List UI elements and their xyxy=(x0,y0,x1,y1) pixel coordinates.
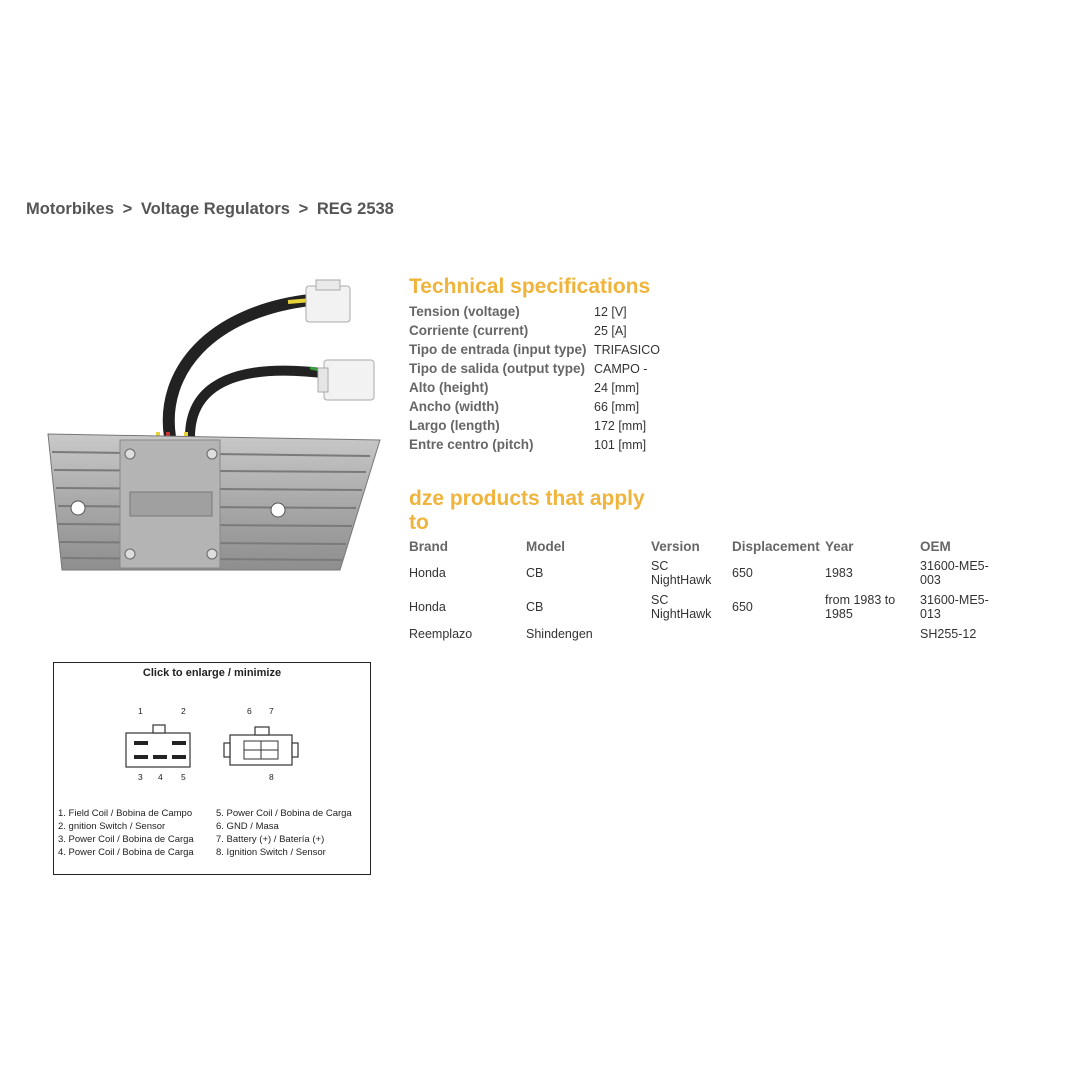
cell-oem: 31600-ME5-003 xyxy=(920,559,989,587)
spec-row xyxy=(409,359,660,378)
spec-label: Largo (length) xyxy=(409,418,500,433)
spec-row xyxy=(409,435,660,454)
col-version: Version xyxy=(651,539,700,554)
table-row xyxy=(409,556,1000,590)
cell-brand: Reemplazo xyxy=(409,626,473,641)
col-displacement: Displacement xyxy=(732,539,820,554)
spec-value: 66 [mm] xyxy=(594,399,640,414)
breadcrumb-motorbikes[interactable]: Motorbikes xyxy=(26,200,115,218)
apply-header-row xyxy=(409,537,1000,556)
spec-value: 172 [mm] xyxy=(594,418,647,433)
pin-label: 6 xyxy=(247,706,252,716)
table-row xyxy=(409,590,1000,624)
pin-label: 3 xyxy=(138,772,143,782)
cell-displacement: 650 xyxy=(732,600,753,614)
spec-label: Tipo de entrada (input type) xyxy=(409,342,587,357)
pin-label: 4 xyxy=(158,772,163,782)
col-oem: OEM xyxy=(920,539,951,554)
cell-model: CB xyxy=(526,566,544,580)
spec-label: Entre centro (pitch) xyxy=(409,437,534,452)
cell-displacement xyxy=(732,624,825,643)
spec-label: Ancho (width) xyxy=(409,399,499,414)
pin-label: 2 xyxy=(181,706,186,716)
spec-label: Tipo de salida (output type) xyxy=(409,361,586,376)
cell-year xyxy=(825,624,920,643)
specs-title: Technical specifications xyxy=(409,275,651,298)
spec-row xyxy=(409,397,660,416)
breadcrumb-current: REG 2538 xyxy=(316,200,394,218)
cell-oem: SH255-12 xyxy=(920,626,977,641)
pin-legend-left xyxy=(58,807,194,859)
legend-item: 1. Field Coil / Bobina de Campo xyxy=(58,808,193,819)
apply-title: dze products that apply to xyxy=(409,487,645,534)
legend-item: 2. gnition Switch / Sensor xyxy=(58,821,166,832)
cell-brand: Honda xyxy=(409,566,446,580)
voltage-regulator-photo[interactable] xyxy=(40,272,390,582)
pin-label: 7 xyxy=(269,706,274,716)
pin-label: 8 xyxy=(269,772,274,782)
col-year: Year xyxy=(825,539,854,554)
cell-version: SC NightHawk xyxy=(651,593,712,621)
spec-label: Tension (voltage) xyxy=(409,304,520,319)
cell-model: CB xyxy=(526,600,544,614)
spec-value: CAMPO - xyxy=(594,361,648,376)
legend-item: 7. Battery (+) / Batería (+) xyxy=(216,834,325,845)
spec-row xyxy=(409,416,660,435)
pin-label: 5 xyxy=(181,772,186,782)
spec-value: 12 [V] xyxy=(594,304,627,319)
legend-item: 8. Ignition Switch / Sensor xyxy=(216,847,326,858)
spec-label: Corriente (current) xyxy=(409,323,529,338)
legend-item: 4. Power Coil / Bobina de Carga xyxy=(58,847,194,858)
cell-displacement: 650 xyxy=(732,566,753,580)
breadcrumb xyxy=(26,200,394,219)
cell-year: 1983 xyxy=(825,566,853,580)
spec-value: 24 [mm] xyxy=(594,380,640,395)
legend-item: 6. GND / Masa xyxy=(216,821,279,832)
breadcrumb-separator: > xyxy=(122,200,133,218)
col-brand: Brand xyxy=(409,539,449,554)
pin-legend-right xyxy=(216,807,352,859)
diagram-enlarge-link[interactable]: Click to enlarge / minimize xyxy=(142,667,282,679)
connector-diagram[interactable] xyxy=(53,662,371,875)
col-model: Model xyxy=(526,539,565,554)
breadcrumb-voltage-regulators[interactable]: Voltage Regulators xyxy=(140,200,290,218)
spec-row xyxy=(409,340,660,359)
spec-value: 101 [mm] xyxy=(594,437,647,452)
breadcrumb-separator: > xyxy=(298,200,309,218)
spec-value: 25 [A] xyxy=(594,323,627,338)
apply-table xyxy=(409,537,1000,643)
spec-label: Alto (height) xyxy=(409,380,489,395)
cell-oem: 31600-ME5-013 xyxy=(920,593,989,621)
specs-table xyxy=(409,302,660,454)
legend-item: 3. Power Coil / Bobina de Carga xyxy=(58,834,194,845)
spec-row xyxy=(409,378,660,397)
spec-value: TRIFASICO xyxy=(594,342,660,357)
legend-item: 5. Power Coil / Bobina de Carga xyxy=(216,808,352,819)
cell-version: SC NightHawk xyxy=(651,559,712,587)
cell-year: from 1983 to 1985 xyxy=(825,593,896,621)
pin-label: 1 xyxy=(138,706,143,716)
cell-version xyxy=(651,624,732,643)
spec-row xyxy=(409,302,660,321)
table-row xyxy=(409,624,1000,643)
cell-brand: Honda xyxy=(409,600,446,614)
cell-model: Shindengen xyxy=(526,626,593,641)
spec-row xyxy=(409,321,660,340)
